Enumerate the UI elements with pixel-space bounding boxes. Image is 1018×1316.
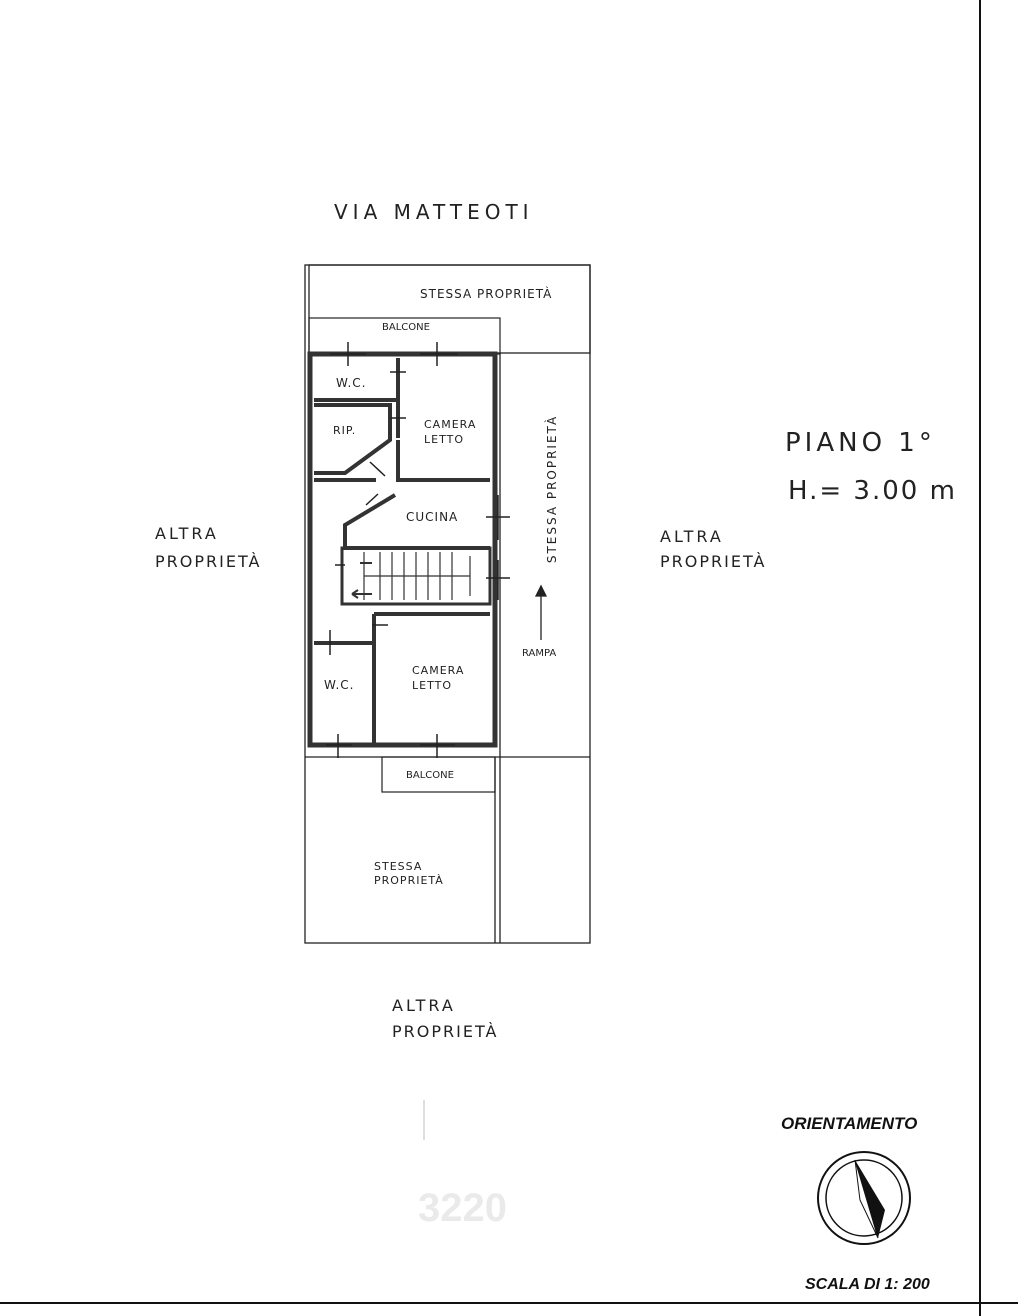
neighbor-bottom-line2: PROPRIETÀ <box>392 1022 499 1041</box>
neighbor-left-line1: ALTRA <box>155 524 219 543</box>
camera-top-line1: CAMERA <box>424 418 477 431</box>
area-top-label: STESSA PROPRIETÀ <box>420 287 553 301</box>
wc-bottom-label: W.C. <box>324 678 355 692</box>
staircase <box>352 552 470 600</box>
floor-height: H.= 3.00 m <box>788 476 957 506</box>
street-name: VIA MATTEOTI <box>334 200 534 224</box>
cucina-label: CUCINA <box>406 510 459 524</box>
rampa-arrow <box>536 586 546 640</box>
compass-rose <box>818 1152 910 1244</box>
stamp-number: 3220 <box>418 1186 507 1230</box>
neighbor-bottom-line1: ALTRA <box>392 996 456 1015</box>
floor-title: PIANO 1° <box>785 428 936 458</box>
neighbor-right-line1: ALTRA <box>660 527 724 546</box>
orientation-label: ORIENTAMENTO <box>781 1114 918 1133</box>
rampa-label: RAMPA <box>522 648 557 659</box>
neighbor-left-line2: PROPRIETÀ <box>155 552 262 571</box>
camera-bottom-line1: CAMERA <box>412 664 465 677</box>
rip-label: RIP. <box>333 424 357 437</box>
scale-label: SCALA DI 1: 200 <box>805 1276 930 1293</box>
area-side-label: STESSA PROPRIETÀ <box>545 414 560 564</box>
balcone-top-label: BALCONE <box>382 322 430 333</box>
camera-bottom-line2: LETTO <box>412 679 452 692</box>
area-bottom-line1: STESSA <box>374 860 423 873</box>
wc-top-label: W.C. <box>336 376 367 390</box>
area-bottom-line2: PROPRIETÀ <box>374 874 444 887</box>
neighbor-right-line2: PROPRIETÀ <box>660 552 767 571</box>
balcone-bottom-label: BALCONE <box>406 770 454 781</box>
camera-top-line2: LETTO <box>424 433 464 446</box>
